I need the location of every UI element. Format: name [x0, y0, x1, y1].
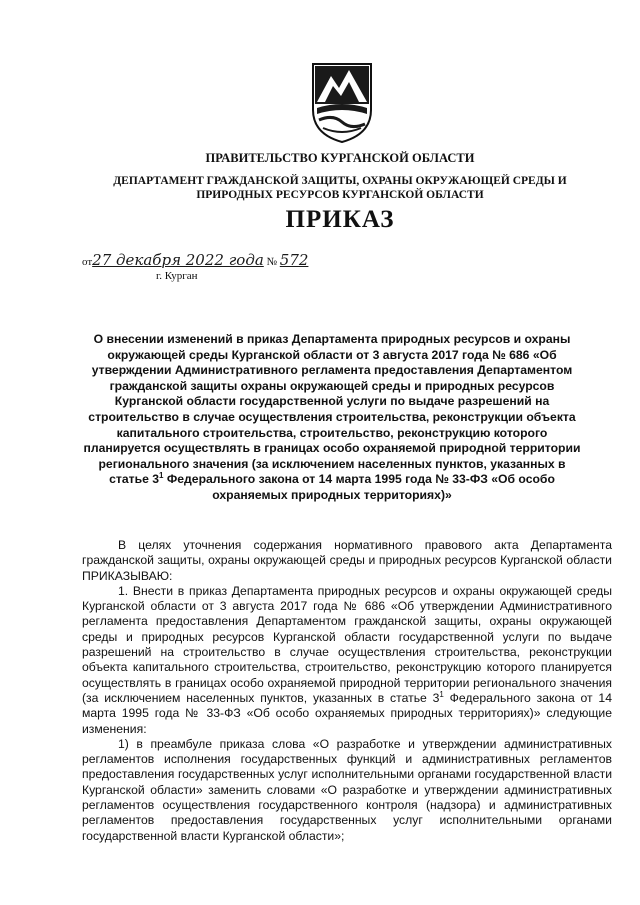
title-text: О внесении изменений в приказ Департамента природных ресурсов и охраны окружающей среды Курганской области от 3 августа 2017 года № 686 «Об утверждении Административного регламента предоставления Департаментом гражданской защиты охраны окружающей среды и природных ресурсов Курганской области государственной услуги по выдаче разрешений на строительство в случае осуществления строительства, реконструкции объекта капитального строительства, строительство, реконструкцию которого планируется осуществлять в границах особо охраняемой природной территории регионального значения (за исключением населенных пунктов, указанных в статье 3 — [83, 332, 581, 487]
item-1-text: 1. Внести в приказ Департамента природных ресурсов и охраны окружающей среды Курганской области от 3 августа 2017 года № 686 «Об утверждении Административного регламента предоставления Департаментом гражданской защиты, охраны окружающей среды и природных ресурсов Курганской области государственной услуги по выдаче разрешений на строительство в случае осуществления строительства, реконструкции объекта капитального строительства, строительство, реконструкцию которого планируется осуществлять в границах особо охраняемой природной территории регионального значения (за исключением населенных пунктов, указанных в статье 3 — [82, 583, 612, 705]
number-prefix: № — [266, 256, 278, 268]
item-1-paragraph — [82, 584, 612, 737]
handwritten-date: 27 декабря 2022 года — [92, 251, 264, 269]
item-1-text-end: Федерального закона от 14 марта 1995 года № 33-ФЗ «Об особо охраняемых природных территориях)» следующие изменения: — [82, 690, 612, 736]
subitem-1-paragraph: 1) в преамбуле приказа слова «О разработке и утверждении административных регламентов исполнения государственных функций и административных регламентов предоставления государственных услуг исполнительными органами государственной власти Курганской области» заменить словами «О разработке и утверждении административных регламентов осуществления государственного контроля (надзора) и административных регламентов предоставления государственных услуг исполнительными органами государственной власти Курганской области»; — [82, 736, 612, 843]
government-name: ПРАВИТЕЛЬСТВО КУРГАНСКОЙ ОБЛАСТИ — [205, 151, 475, 165]
department-name — [80, 174, 600, 202]
preamble-paragraph: В целях уточнения содержания нормативного правового акта Департамента гражданской защиты, охраны окружающей среды и природных ресурсов Курганской области ПРИКАЗЫВАЮ: — [82, 538, 612, 583]
handwritten-number: 572 — [279, 251, 309, 269]
order-body — [82, 538, 612, 844]
title-superscript: 1 — [159, 471, 164, 481]
title-text-end: Федерального закона от 14 марта 1995 года № 33-ФЗ «Об особо охраняемых природных территориях)» — [163, 472, 555, 502]
item-1-superscript: 1 — [439, 689, 444, 699]
date-prefix: от — [82, 256, 93, 268]
department-line-2: ПРИРОДНЫХ РЕСУРСОВ КУРГАНСКОЙ ОБЛАСТИ — [196, 189, 484, 201]
city: г. Курган — [156, 270, 198, 282]
coat-of-arms-icon — [311, 62, 373, 144]
department-line-1: ДЕПАРТАМЕНТ ГРАЖДАНСКОЙ ЗАЩИТЫ, ОХРАНЫ ОКРУЖАЮЩЕЙ СРЕДЫ И — [113, 175, 567, 187]
date-line — [82, 251, 308, 269]
document-type: ПРИКАЗ — [285, 206, 395, 233]
order-title — [82, 332, 582, 504]
